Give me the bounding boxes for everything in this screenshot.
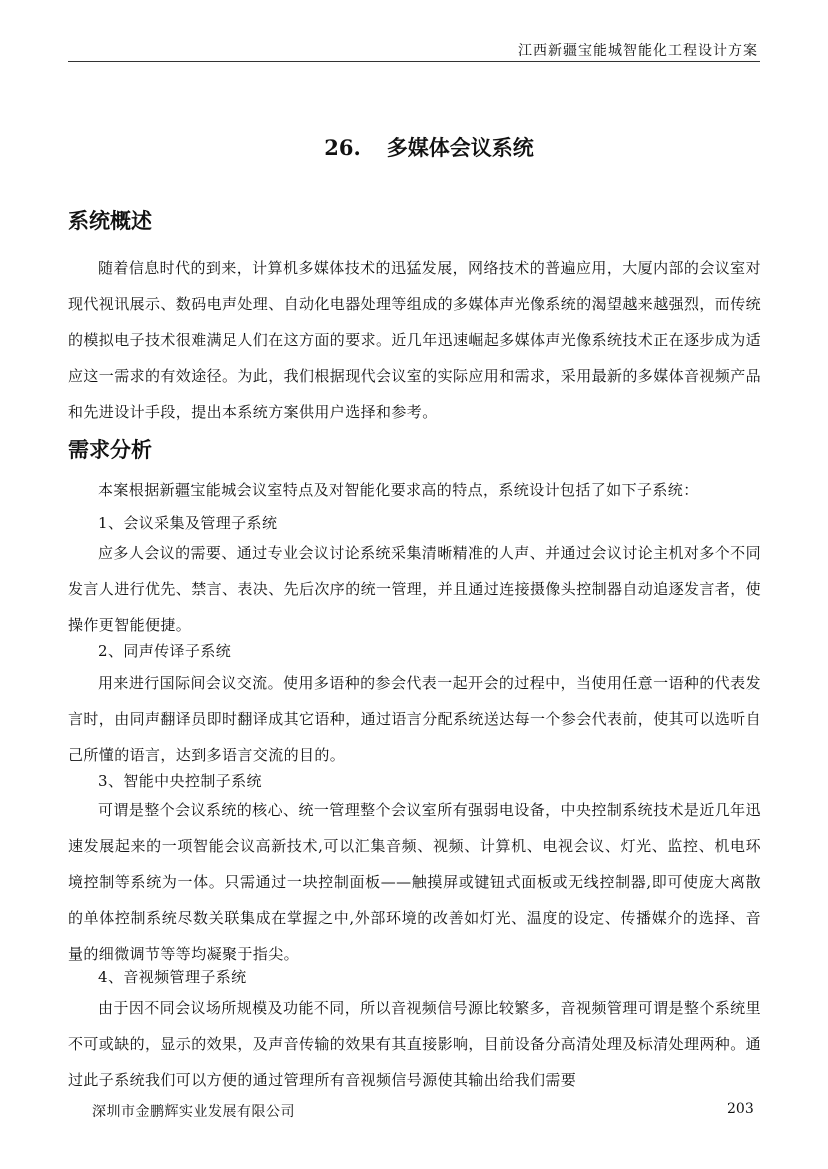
subsystem-4-paragraph: 由于因不同会议场所规模及功能不同，所以音视频信号源比较繁多，音视频管理可谓是整个系统里不可或缺的，显示的效果，及声音传输的效果有其直接影响，目前设备分高清处理及标清处理两种。通过此子系统我们可以方便的通过管理所有音视频信号源使其输出给我们需要 — [68, 999, 762, 1089]
chapter-number: 26. — [324, 135, 361, 160]
page-number: 203 — [727, 1101, 754, 1117]
chapter-title — [0, 132, 828, 162]
subsystem-3-title: 3、智能中央控制子系统 — [98, 772, 262, 790]
header-divider — [68, 61, 760, 62]
overview-paragraph: 随着信息时代的到来，计算机多媒体技术的迅猛发展，网络技术的普遍应用，大厦内部的会议室对现代视讯展示、数码电声处理、自动化电器处理等组成的多媒体声光像系统的渴望越来越强烈，而传统的模拟电子技术很难满足人们在这方面的要求。近几年迅速崛起多媒体声光像系统技术正在逐步成为适应这一需求的有效途径。为此，我们根据现代会议室的实际应用和需求，采用最新的多媒体音视频产品和先进设计手段，提出本系统方案供用户选择和参考。 — [68, 259, 762, 421]
subsystem-1-paragraph: 应多人会议的需要、通过专业会议讨论系统采集清晰精准的人声、并通过会议讨论主机对多个不同发言人进行优先、禁言、表决、先后次序的统一管理，并且通过连接摄像头控制器自动追逐发言者，使操作更智能便捷。 — [68, 544, 762, 634]
subsystem-2-title: 2、同声传译子系统 — [98, 642, 232, 660]
subsystem-4-title: 4、音视频管理子系统 — [98, 968, 247, 986]
needs-intro-paragraph: 本案根据新疆宝能城会议室特点及对智能化要求高的特点，系统设计包括了如下子系统： — [98, 481, 699, 499]
header-title: 江西新疆宝能城智能化工程设计方案 — [518, 43, 758, 59]
overview-heading: 系统概述 — [68, 209, 152, 233]
subsystem-3-paragraph: 可谓是整个会议系统的核心、统一管理整个会议室所有强弱电设备，中央控制系统技术是近几年迅速发展起来的一项智能会议高新技术,可以汇集音频、视频、计算机、电视会议、灯光、监控、机电环境控制等系统为一体。只需通过一块控制面板——触摸屏或键钮式面板或无线控制器,即可使庞大离散的单体控制系统尽数关联集成在掌握之中,外部环境的改善如灯光、温度的设定、传播媒介的选择、音量的细微调节等等均凝聚于指尖。 — [68, 801, 761, 963]
needs-heading: 需求分析 — [68, 438, 152, 462]
subsystem-2-paragraph: 用来进行国际间会议交流。使用多语种的参会代表一起开会的过程中，当使用任意一语种的代表发言时，由同声翻译员即时翻译成其它语种，通过语言分配系统送达每一个参会代表前，使其可以选听自己所懂的语言，达到多语言交流的目的。 — [68, 674, 762, 764]
subsystem-1-title: 1、会议采集及管理子系统 — [98, 514, 278, 532]
chapter-name: 多媒体会议系统 — [386, 135, 534, 160]
footer-company: 深圳市金鹏辉实业发展有限公司 — [92, 1104, 295, 1120]
